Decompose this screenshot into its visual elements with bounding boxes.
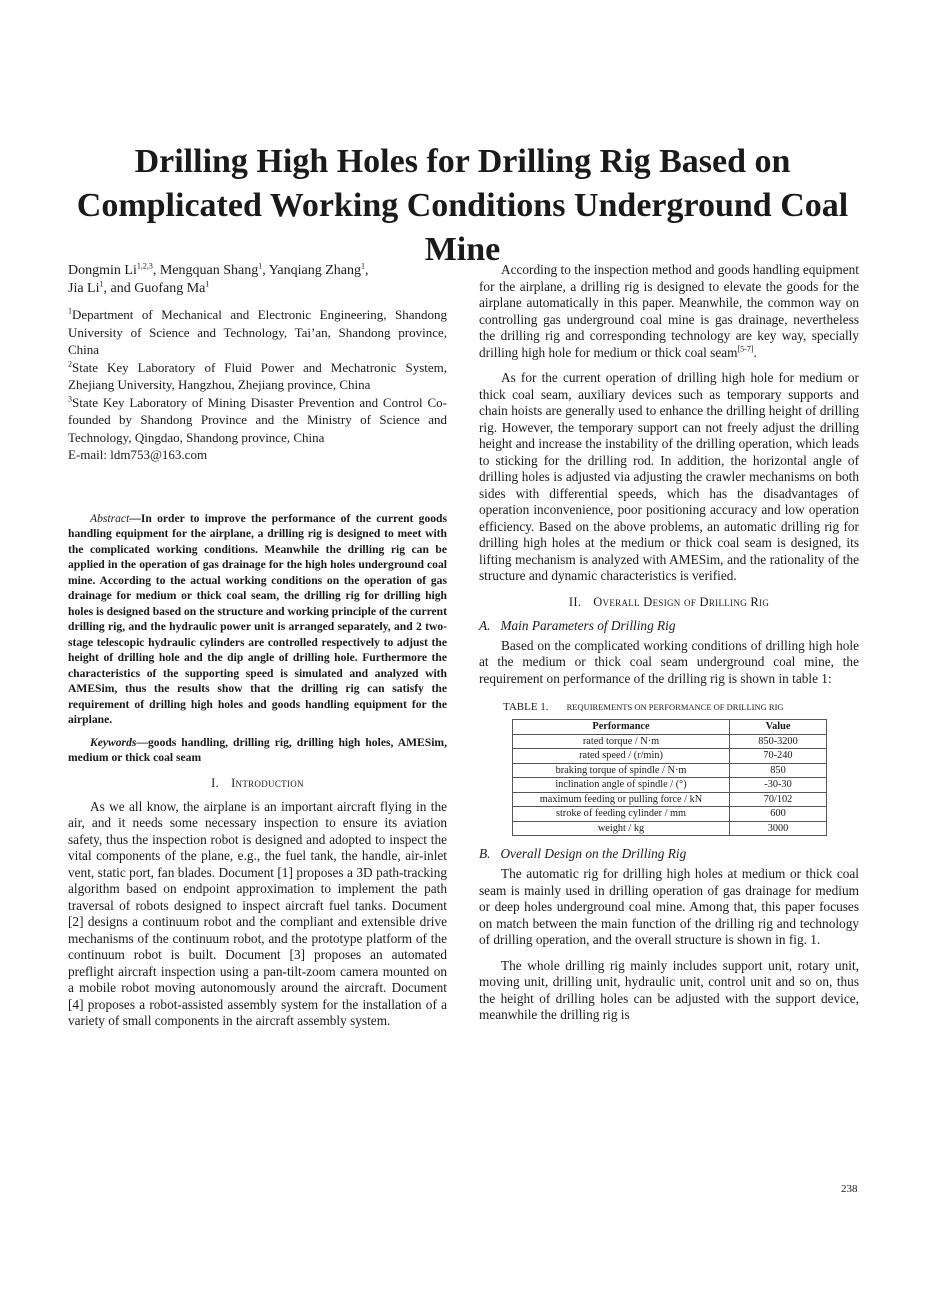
body-paragraph: As for the current operation of drilling high hole for medium or thick coal seam, auxiliary devices such as temporary supports and chain hoists are generally used to enhance the drilling height of drilling rig. However, the temporary support can not freely adjust the drilling height and increase the instability of the drilling operation, which leads to sticking for the drilling rod. In addition, the horizontal angle of drilling holes is adjusted via adjusting the crawler mechanisms on both sides with differential speeds, which has the disadvantages of operation inconvenience, poor positioning accuracy and low operation efficiency. Based on the above problems, an automatic drilling rig for drilling high holes at the medium or thick coal seam is designed, its lifting mechanism is analyzed with AMESim, and the rationality of the structure and dynamic characteristics is verified. <box>479 370 859 583</box>
affiliation <box>68 394 447 447</box>
table-row <box>513 734 827 749</box>
affiliation-sup: 3 <box>68 394 72 404</box>
subsection-heading-overall-design <box>479 846 859 862</box>
section-title: Introduction <box>231 775 304 790</box>
affiliation-text: State Key Laboratory of Mining Disaster Prevention and Control Co-founded by Shandong Province and the Ministry of Science and Technology, Qingdao, Shandong province, China <box>68 394 447 445</box>
paper-title: Drilling High Holes for Drilling Rig Based on Complicated Working Conditions Underground Coal Mine <box>76 143 849 268</box>
author-name: , Yanqiang Zhang <box>262 263 362 278</box>
affiliation-text: State Key Laboratory of Fluid Power and Mechatronic System, Zhejiang University, Hangzhou, Zhejiang province, China <box>68 359 447 392</box>
table-row <box>513 792 827 807</box>
body-paragraph: As we all know, the airplane is an important aircraft flying in the air, and it needs some necessary inspection to ensure its aviation safety, thus the inspection robot is designed and adopted to inspect the vital components of the plane, e.g., the fuel tank, the handle, air-inlet vent, static port, fan blades. Document [1] proposes a 3D path-tracking algorithm based on endpoint approximation to implement the path traversal of robots designed to inspect aircraft fuel tanks. Document [2] designs a continuum robot and the compliant and extensible drive mechanisms of the continuum robot, and the prototype platform of the continuum robot is built. Document [3] proposes an automated preflight aircraft inspection using a pan-tilt-zoom camera mounted on a mobile robot moving autonomously around the aircraft. Document [4] proposes a robot-assisted assembly system for the installation of a variety of small components in the aircraft assembly system. <box>68 798 447 1028</box>
table-cell: 600 <box>730 807 827 822</box>
affiliation <box>68 359 447 394</box>
table-row <box>513 778 827 793</box>
author-affil-sup: 1 <box>361 261 366 271</box>
author-name: Dongmin Li <box>68 263 137 278</box>
abstract <box>68 511 447 728</box>
table-cell: weight / kg <box>513 821 730 836</box>
subsection-title: Overall Design on the Drilling Rig <box>500 846 687 861</box>
citation-ref: [5-7] <box>737 344 754 354</box>
author-sep: , <box>365 263 369 278</box>
abstract-label: Abstract <box>90 511 130 525</box>
subsection-title: Main Parameters of Drilling Rig <box>500 617 676 633</box>
table-cell: braking torque of spindle / N·m <box>513 763 730 778</box>
author-list <box>68 262 447 298</box>
table-caption <box>479 701 859 713</box>
email: E-mail: ldm753@163.com <box>68 447 208 462</box>
body-paragraph: The automatic rig for drilling high holes at medium or thick coal seam is mainly used in drilling operation of gas drainage for medium or deep holes underground coal mine. Among that, this paper focuses on match between the main function of the drilling rig and technology of drilling operation, and the overall structure is shown in fig. 1. <box>479 866 859 947</box>
section-heading-overall-design <box>479 595 859 610</box>
table-row <box>513 807 827 822</box>
table-row <box>513 749 827 764</box>
section-heading-introduction <box>68 776 447 791</box>
section-number: II. <box>568 594 582 609</box>
table-row <box>513 763 827 778</box>
affiliation-text: Department of Mechanical and Electronic Engineering, Shandong University of Science and Technology, Tai’an, Shandong province, China <box>68 307 447 357</box>
table-cell: -30-30 <box>730 778 827 793</box>
table-cell: stroke of feeding cylinder / mm <box>513 807 730 822</box>
paragraph-text: According to the inspection method and goods handling equipment for the airplane, a drilling rig is designed to elevate the goods for the airplane automatically in this paper. Meanwhile, the common way on controlling gas underground coal mine is gas drainage, nevertheless the drilling rig and corresponding technology are key way, specially drilling high hole for medium or thick coal seam <box>479 262 859 360</box>
table-caption-text: REQUIREMENTS ON PERFORMANCE OF DRILLING RIG <box>566 702 784 712</box>
table-cell: 850 <box>730 763 827 778</box>
table-header-cell: Performance <box>513 720 730 735</box>
keywords-text: —goods handling, drilling rig, drilling high holes, AMESim, medium or thick coal seam <box>68 735 447 764</box>
author-name: Jia Li <box>68 281 100 296</box>
right-column <box>479 262 859 1024</box>
subsection-number: A. <box>479 617 491 633</box>
affiliations <box>68 306 447 464</box>
table-header-cell: Value <box>730 720 827 735</box>
table-header-row <box>513 720 827 735</box>
table-cell: 70/102 <box>730 792 827 807</box>
section-title: Overall Design of Drilling Rig <box>593 594 770 609</box>
table-cell: rated torque / N·m <box>513 734 730 749</box>
author-name: , and Guofang Ma <box>103 281 206 296</box>
section-number: I. <box>211 775 220 790</box>
author-affil-sup: 1 <box>258 261 263 271</box>
body-paragraph <box>479 262 859 361</box>
subsection-number: B. <box>479 846 491 861</box>
table-cell: 850-3200 <box>730 734 827 749</box>
keywords-label: Keywords <box>90 735 137 749</box>
left-column <box>68 262 447 1030</box>
page-number: 238 <box>841 1183 858 1195</box>
abstract-text: —In order to improve the performance of the current goods handling equipment for the airplane, a drilling rig is designed to meet with the complicated working conditions. Meanwhile the drilling rig can be applied in the operation of gas drainage for the high holes underground coal mine. According to the actual working conditions on the operation of gas drainage for medium or thick coal seam, the drilling rig for drilling high holes is designed based on the structure and working principle of the current drilling rig, and the hydraulic power unit is arranged separately, and 2 two-stage telescopic hydraulic cylinders are controlled respectively to adjust the height of drilling hole and the dip angle of drilling hole. Furthermore the characteristics of the supporting speed is simulated and analyzed with AMESim, thus the results show that the drilling rig can satisfy the requirement of drilling high holes and goods handling equipment for the airplane. <box>68 511 447 726</box>
affiliation-sup: 1 <box>68 306 72 316</box>
table-cell: 3000 <box>730 821 827 836</box>
author-affil-sup: 1 <box>99 279 104 289</box>
table-row <box>513 821 827 836</box>
body-paragraph: The whole drilling rig mainly includes support unit, rotary unit, moving unit, drilling unit, hydraulic unit, control unit and so on, thus the height of drilling holes can be adjusted with the support device, meanwhile the drilling rig is <box>479 957 859 1022</box>
table-cell: inclination angle of spindle / (°) <box>513 778 730 793</box>
table-cell: maximum feeding or pulling force / kN <box>513 792 730 807</box>
requirements-table <box>512 719 827 836</box>
paragraph-end: . <box>753 344 757 360</box>
author-affil-sup: 1,2,3 <box>136 261 153 271</box>
body-paragraph: Based on the complicated working conditions of drilling high hole at the medium or thick coal seam underground coal mine, the requirement on performance of the drilling rig is shown in table 1: <box>479 637 859 686</box>
affiliation-sup: 2 <box>68 359 72 369</box>
subsection-heading-main-parameters <box>479 618 859 634</box>
author-affil-sup: 1 <box>205 279 210 289</box>
author-name: , Mengquan Shang <box>152 263 259 278</box>
table-cell: 70-240 <box>730 749 827 764</box>
table-cell: rated speed / (r/min) <box>513 749 730 764</box>
table-label: TABLE 1. <box>503 701 549 713</box>
affiliation <box>68 306 447 359</box>
keywords <box>68 735 447 766</box>
